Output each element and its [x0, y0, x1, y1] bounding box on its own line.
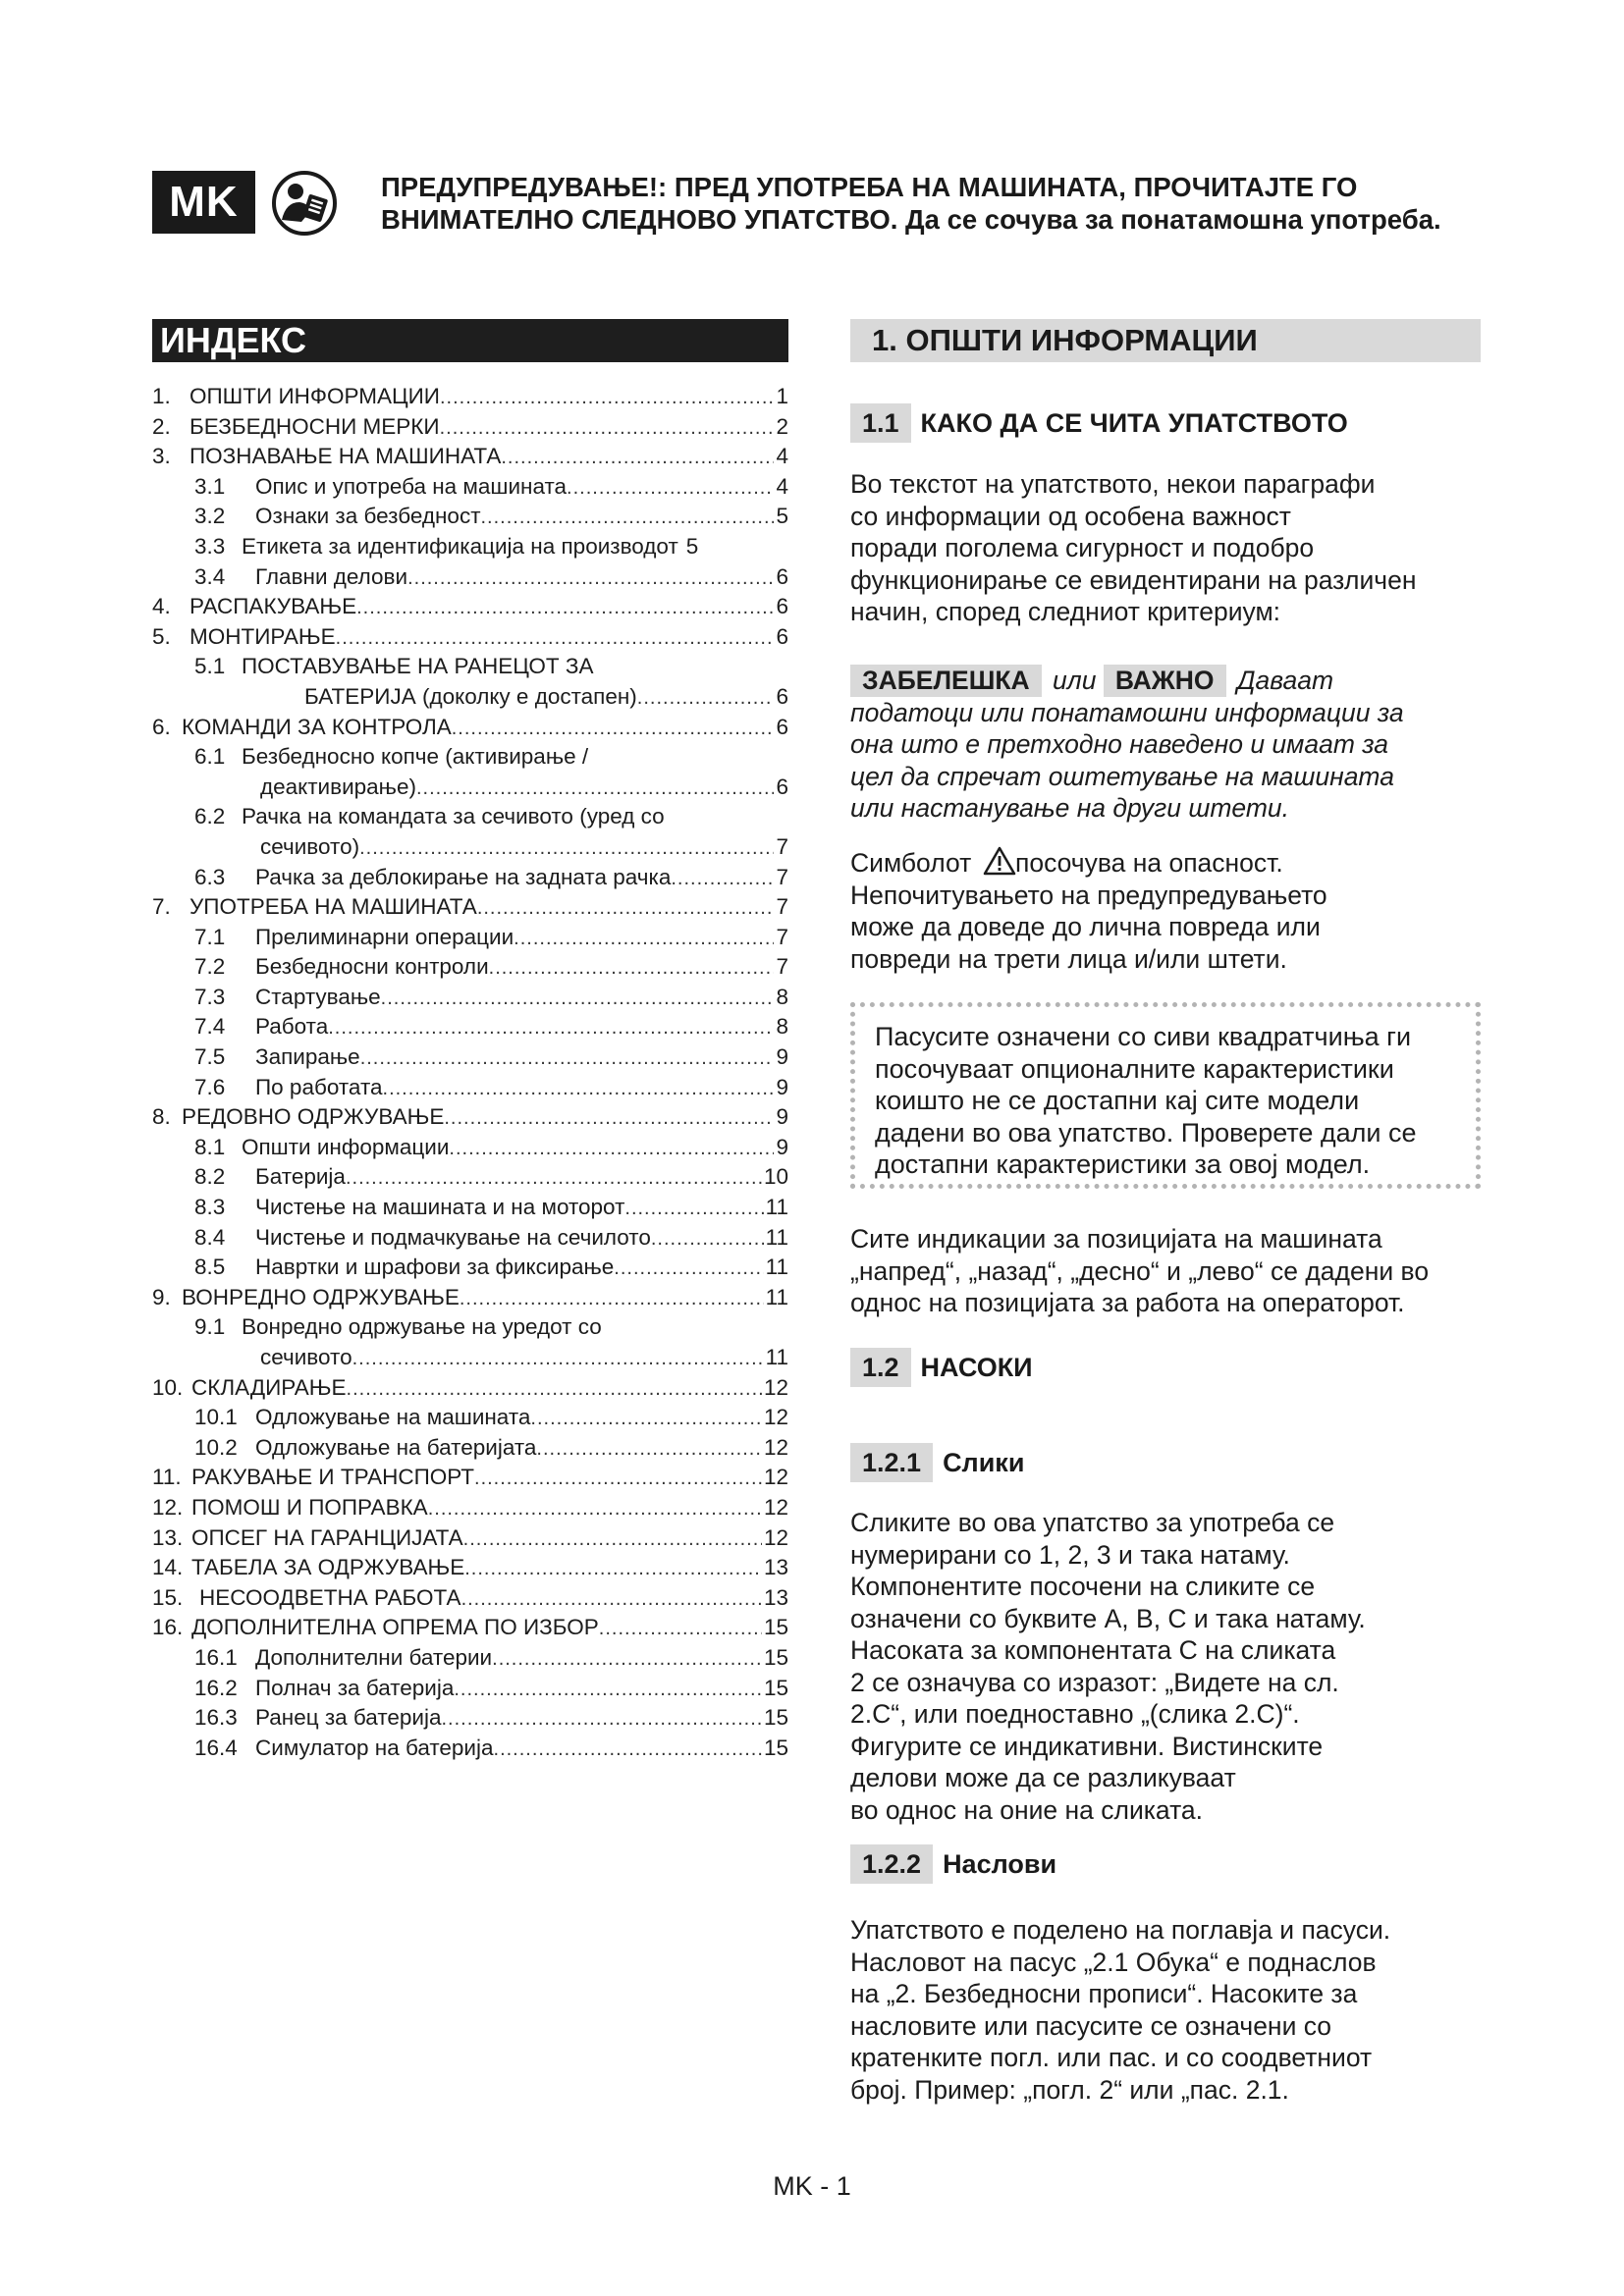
warning-line: ПРЕДУПРЕДУВАЊЕ!: ПРЕД УПОТРЕБА НА МАШИНАТА, ПРОЧИТАЈТЕ ГО	[381, 172, 1358, 202]
toc-entry[interactable]: 3.2 Ознаки за безбедност ..... 5	[152, 502, 788, 532]
text-line: цел да спречат оштетување на машината	[850, 761, 1394, 791]
toc-entry[interactable]: 8.2 Батерија ..... 10	[152, 1162, 788, 1193]
text-line: означени со буквите A, B, C и така натаму.	[850, 1603, 1366, 1633]
text-line: податоци или понатамошни информации за	[850, 697, 1404, 727]
text-line: коишто не се достапни кај сите модели	[875, 1086, 1360, 1115]
toc-entry[interactable]: 6.3 Рачка за деблокирање на задната рачка ..... 7	[152, 863, 788, 893]
toc-entry[interactable]: 3. ПОЗНАВАЊЕ НА МАШИНАТА ..... 4	[152, 442, 788, 472]
text-line: број. Пример: „погл. 2“ или „пас. 2.1.	[850, 2074, 1289, 2105]
toc-entry[interactable]: 7.4 Работа ..... 8	[152, 1012, 788, 1042]
subsection-number: 1.2.2	[850, 1844, 933, 1884]
read-manual-icon	[272, 171, 337, 236]
subsection-heading	[850, 1443, 1024, 1482]
text-line: Упатството е поделено на поглавја и пасуси.	[850, 1915, 1391, 1945]
subsection-heading	[850, 1844, 1056, 1884]
toc-entry[interactable]: 6.1 Безбедносно копче (активирање /	[194, 744, 589, 770]
toc-entry[interactable]: 7.1 Прелиминарни операции ..... 7	[152, 923, 788, 953]
toc-entry[interactable]: 8.5 Навртки и шрафови за фиксирање ..... 11	[152, 1253, 788, 1283]
subsection-title: Слики	[943, 1447, 1025, 1477]
toc-entry[interactable]: 16.1 Дополнителни батерии ..... 15	[152, 1643, 788, 1674]
table-of-contents	[152, 382, 788, 1763]
text-line: посочуваат опционалните карактеристики	[875, 1053, 1394, 1084]
language-badge: MK	[152, 171, 255, 234]
text-line: на „2. Безбедносни прописи“. Насоките за	[850, 1979, 1358, 2008]
toc-entry[interactable]: 8. РЕДОВНО ОДРЖУВАЊЕ ..... 9	[152, 1102, 788, 1133]
text-line: кратенките погл. или пас. и со соодветниот	[850, 2043, 1373, 2072]
text-line: Сите индикации за позицијата на машината	[850, 1224, 1382, 1254]
toc-entry[interactable]: 7.6 По работата ..... 9	[152, 1073, 788, 1103]
text-fragment: посочува на опасност.	[1015, 848, 1283, 878]
subsection-heading	[850, 403, 1348, 443]
toc-entry-continued[interactable]: БАТЕРИЈА (доколку е достапен) ..... 6	[152, 682, 788, 713]
danger-triangle-icon	[983, 846, 1016, 876]
section-title: 1. ОПШТИ ИНФОРМАЦИИ	[850, 319, 1481, 362]
paragraph	[850, 1507, 1498, 1826]
toc-entry-continued[interactable]: сечивото ..... 11	[152, 1343, 788, 1373]
paragraph	[850, 1223, 1498, 1319]
danger-paragraph	[850, 846, 1498, 975]
text-line: со информации од особена важност	[850, 501, 1291, 531]
note-chip: ЗАБЕЛЕШКА	[850, 665, 1042, 697]
toc-entry[interactable]: 6.2 Рачка на командата за сечивото (уред со	[194, 804, 665, 829]
paragraph	[850, 468, 1498, 628]
optional-features-box	[850, 1002, 1481, 1189]
subsection-number: 1.2.1	[850, 1443, 933, 1482]
text-line: Во текстот на упатството, некои параграфи	[850, 469, 1376, 499]
toc-entry[interactable]: 9.1 Вонредно одржување на уредот со	[194, 1314, 602, 1340]
toc-entry[interactable]: 15. НЕСООДВЕТНА РАБОТА ..... 13	[152, 1583, 788, 1614]
text-line: функционирање се евидентирани на различен	[850, 564, 1417, 595]
toc-entry[interactable]: 3.3 Етикета за идентификација на производот 5	[194, 533, 699, 559]
toc-entry[interactable]: 16.2 Полнач за батерија ..... 15	[152, 1674, 788, 1704]
note-text: Даваат	[1236, 666, 1334, 695]
text-line: повреди на трети лица и/или штети.	[850, 943, 1287, 974]
toc-entry[interactable]: 5.1 ПОСТАВУВАЊЕ НА РАНЕЦОТ ЗА	[194, 654, 594, 679]
toc-entry[interactable]: 8.4 Чистење и подмачкување на сечилото ..... 11	[152, 1223, 788, 1254]
toc-entry[interactable]: 3.1 Опис и употреба на машината ..... 4	[152, 472, 788, 503]
toc-entry[interactable]: 7.5 Запирање ..... 9	[152, 1042, 788, 1073]
text-line: или настанување на други штети.	[850, 793, 1290, 823]
toc-entry[interactable]: 7. УПОТРЕБА НА МАШИНАТА ..... 7	[152, 892, 788, 923]
note-paragraph	[850, 665, 1489, 825]
subsection-number: 1.1	[850, 403, 911, 443]
text-line: „напред“, „назад“, „десно“ и „лево“ се дадени во	[850, 1255, 1430, 1286]
toc-entry[interactable]: 6. КОМАНДИ ЗА КОНТРОЛА ..... 6	[152, 713, 788, 743]
toc-entry[interactable]: 14. ТАБЕЛА ЗА ОДРЖУВАЊЕ ..... 13	[152, 1553, 788, 1583]
index-title: ИНДЕКС	[152, 319, 788, 362]
text-line: може да доведе до лична повреда или	[850, 912, 1321, 941]
text-line: во однос на оние на сликата.	[850, 1794, 1204, 1825]
text-line: 2.C“, или поедноставно „(слика 2.C)“.	[850, 1699, 1300, 1729]
subsection-title: КАКО ДА СЕ ЧИТА УПАТСТВОТО	[920, 407, 1348, 438]
text-line: делови може да се разликуваат	[850, 1763, 1236, 1792]
toc-entry[interactable]: 10.1 Одложување на машината ..... 12	[152, 1403, 788, 1433]
text-line: Фигурите се индикативни. Вистинските	[850, 1731, 1324, 1761]
text-line: дадени во ова упатство. Проверете дали се	[875, 1117, 1417, 1148]
toc-entry-continued[interactable]: сечивото) ..... 7	[152, 832, 788, 863]
text-line: Сликите во ова упатство за употреба се	[850, 1508, 1335, 1537]
toc-entry[interactable]: 8.3 Чистење на машината и на моторот ..... 11	[152, 1193, 788, 1223]
text-line: насловите или пасусите се означени со	[850, 2010, 1332, 2041]
text-line: поради поголема сигурност и подобро	[850, 533, 1315, 562]
subsection-heading	[850, 1348, 1033, 1387]
toc-entry[interactable]: 10.2 Одложување на батеријата ..... 12	[152, 1433, 788, 1464]
safety-warning	[381, 171, 1530, 236]
toc-entry[interactable]: 16. ДОПОЛНИТЕЛНА ОПРЕМА ПО ИЗБОР ..... 15	[152, 1613, 788, 1643]
text-line: Компонентите посочени на сликите се	[850, 1572, 1316, 1601]
important-chip: ВАЖНО	[1104, 665, 1226, 697]
text-line: Пасусите означени со сиви квадратчиња ги	[875, 1022, 1412, 1051]
text-fragment: Симболот	[850, 848, 972, 878]
paragraph	[850, 1914, 1498, 2106]
toc-entry[interactable]: 7.3 Стартување ..... 8	[152, 983, 788, 1013]
toc-entry-continued[interactable]: деактивирање) ..... 6	[152, 773, 788, 803]
text-line: Насоката за компонентата C на сликата	[850, 1635, 1336, 1665]
toc-entry[interactable]: 16.4 Симулатор на батерија ..... 15	[152, 1734, 788, 1764]
text-line: она што е претходно наведено и имаат за	[850, 729, 1389, 759]
toc-entry[interactable]: 8.1 Општи информации ..... 9	[152, 1133, 788, 1163]
subsection-title: Наслови	[943, 1848, 1057, 1879]
text-line: 2 се означува со изразот: „Видете на сл.	[850, 1667, 1339, 1697]
toc-entry[interactable]: 2. БЕЗБЕДНОСНИ МЕРКИ ..... 2	[152, 412, 788, 443]
subsection-number: 1.2	[850, 1348, 911, 1387]
toc-entry[interactable]: 11. РАКУВАЊЕ И ТРАНСПОРТ ..... 12	[152, 1463, 788, 1493]
toc-entry[interactable]: 9. ВОНРЕДНО ОДРЖУВАЊЕ ..... 11	[152, 1283, 788, 1313]
toc-entry[interactable]: 1. ОПШТИ ИНФОРМАЦИИ ..... 1	[152, 382, 788, 412]
toc-entry[interactable]: 16.3 Ранец за батерија ..... 15	[152, 1703, 788, 1734]
or-text: или	[1053, 666, 1097, 695]
text-line: начин, според следниот критериум:	[850, 597, 1281, 626]
text-line: Насловот на пасус „2.1 Обука“ е поднаслов	[850, 1947, 1377, 1977]
toc-entry[interactable]: 4. РАСПАКУВАЊЕ ..... 6	[152, 592, 788, 622]
text-line: достапни карактеристики за овој модел.	[875, 1149, 1371, 1179]
page-number: MK - 1	[773, 2171, 851, 2201]
toc-entry[interactable]: 13. ОПСЕГ НА ГАРАНЦИЈАТА ..... 12	[152, 1523, 788, 1554]
text-line: однос на позицијата за работа на операторот.	[850, 1288, 1405, 1317]
text-line: нумерирани со 1, 2, 3 и така натаму.	[850, 1539, 1290, 1570]
text-line: Непочитувањето на предупредувањето	[850, 880, 1327, 910]
toc-entry[interactable]: 12. ПОМОШ И ПОПРАВКА ..... 12	[152, 1493, 788, 1523]
toc-entry[interactable]: 7.2 Безбедносни контроли ..... 7	[152, 952, 788, 983]
subsection-title: НАСОКИ	[920, 1352, 1033, 1382]
warning-line: ВНИМАТЕЛНО СЛЕДНОВО УПАТСТВО. Да се сочува за понатамошна употреба.	[381, 204, 1441, 235]
toc-entry[interactable]: 5. МОНТИРАЊЕ ..... 6	[152, 622, 788, 653]
toc-entry[interactable]: 3.4 Главни делови ..... 6	[152, 562, 788, 593]
toc-entry[interactable]: 10. СКЛАДИРАЊЕ ..... 12	[152, 1373, 788, 1404]
